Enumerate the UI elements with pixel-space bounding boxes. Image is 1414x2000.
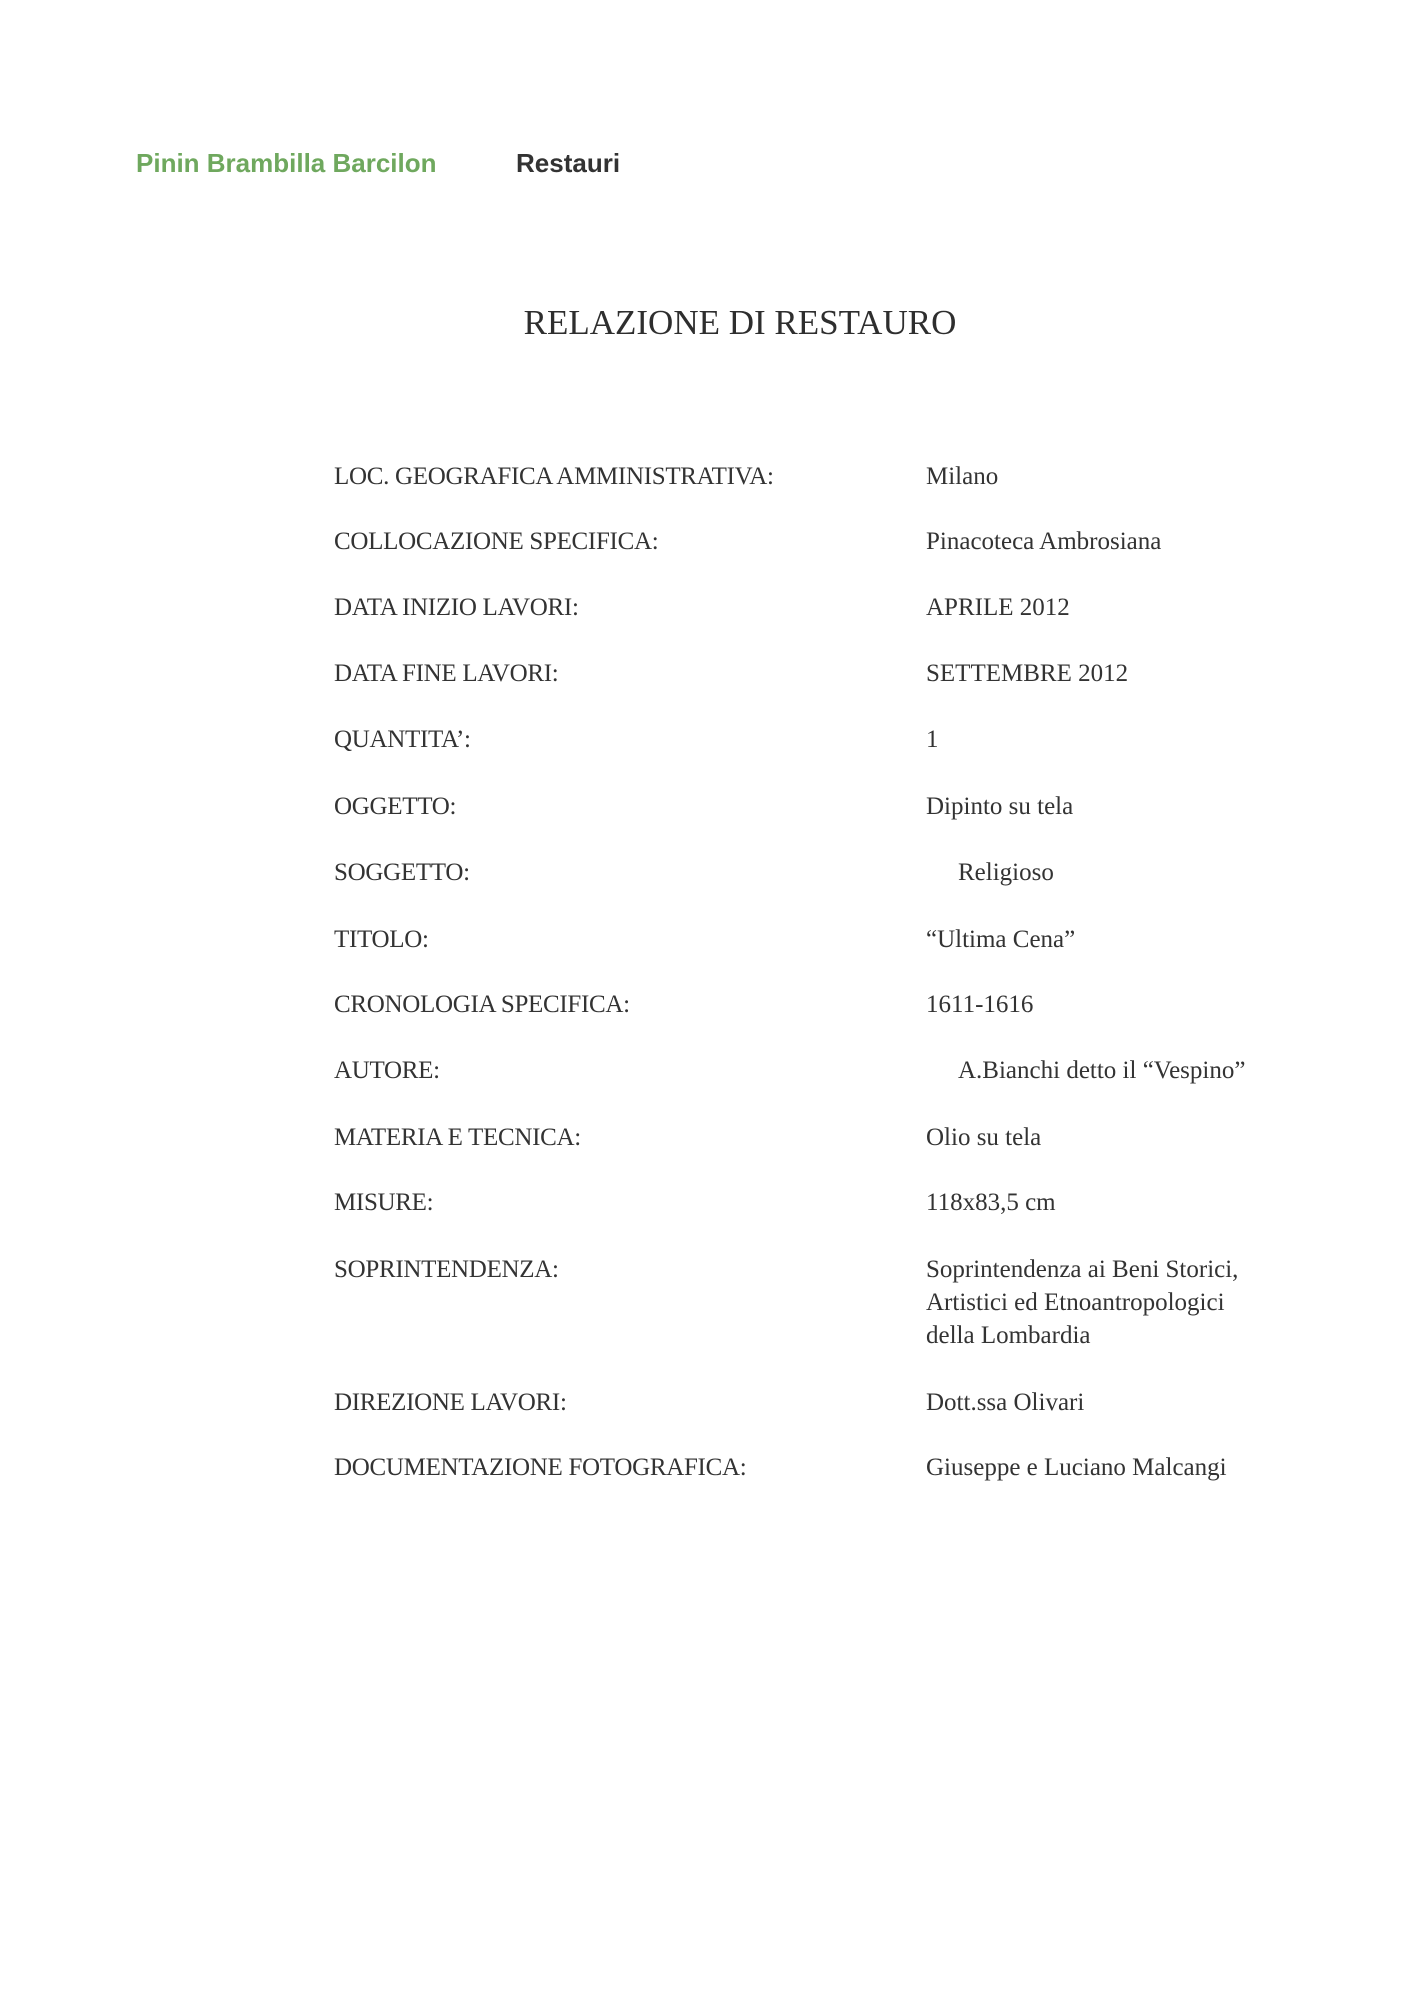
document-title: RELAZIONE DI RESTAURO: [523, 303, 957, 342]
field-label: TITOLO:: [334, 926, 429, 953]
field-label: LOC. GEOGRAFICA AMMINISTRATIVA:: [334, 463, 774, 490]
field-value: 1611-1616: [926, 991, 1034, 1018]
field-label: QUANTITA’:: [334, 726, 471, 753]
field-value: Pinacoteca Ambrosiana: [926, 528, 1162, 555]
field-value: APRILE 2012: [926, 594, 1070, 621]
field-value-line: Soprintendenza ai Beni Storici,: [926, 1256, 1239, 1283]
field-label: SOPRINTENDENZA:: [334, 1256, 559, 1283]
field-label: DATA FINE LAVORI:: [334, 660, 559, 687]
field-value: SETTEMBRE 2012: [926, 660, 1129, 687]
field-value: Dipinto su tela: [926, 793, 1074, 820]
field-value: Dott.ssa Olivari: [926, 1389, 1085, 1416]
field-value: 118x83,5 cm: [926, 1189, 1056, 1216]
field-value: Giuseppe e Luciano Malcangi: [926, 1454, 1227, 1481]
brand-name: Pinin Brambilla Barcilon: [136, 148, 437, 178]
field-label: MISURE:: [334, 1189, 434, 1216]
field-value: A.Bianchi detto il “Vespino”: [958, 1057, 1246, 1084]
field-label: DOCUMENTAZIONE FOTOGRAFICA:: [334, 1454, 747, 1481]
field-value: “Ultima Cena”: [926, 926, 1076, 953]
field-value: Religioso: [958, 859, 1054, 886]
field-label: MATERIA E TECNICA:: [334, 1124, 581, 1151]
brand-section: Restauri: [516, 148, 621, 178]
field-label: DATA INIZIO LAVORI:: [334, 594, 579, 621]
field-label: DIREZIONE LAVORI:: [334, 1389, 567, 1416]
field-label: CRONOLOGIA SPECIFICA:: [334, 991, 630, 1018]
field-value: Milano: [926, 463, 999, 490]
field-value: Olio su tela: [926, 1124, 1042, 1151]
field-label: AUTORE:: [334, 1057, 440, 1084]
field-value-line: Artistici ed Etnoantropologici: [926, 1289, 1225, 1316]
field-value: 1: [926, 726, 939, 753]
field-label: COLLOCAZIONE SPECIFICA:: [334, 528, 659, 555]
field-label: SOGGETTO:: [334, 859, 470, 886]
field-value-line: della Lombardia: [926, 1322, 1091, 1349]
field-label: OGGETTO:: [334, 793, 457, 820]
